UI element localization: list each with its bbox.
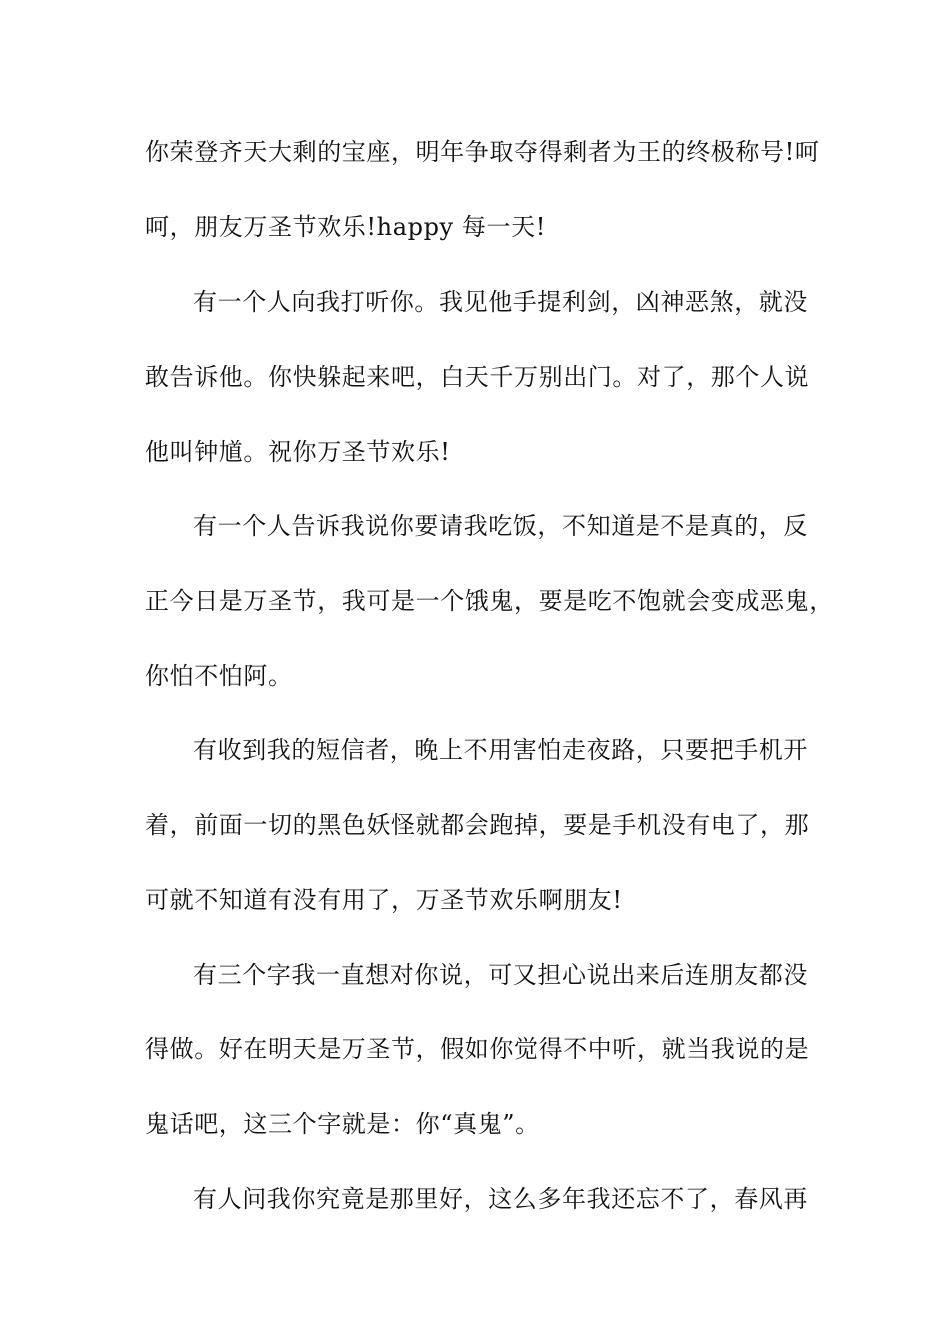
paragraph-start-line: 有一个人向我打听你。我见他手提利剑，凶神恶煞，就没 (193, 288, 808, 316)
paragraph-start-line: 有三个字我一直想对你说，可又担心说出来后连朋友都没 (193, 961, 808, 989)
paragraph-start-line: 有收到我的短信者，晚上不用害怕走夜路，只要把手机开 (193, 736, 808, 764)
text-line: 他叫钟馗。祝你万圣节欢乐! (145, 438, 451, 466)
text-line: 着，前面一切的黑色妖怪就都会跑掉，要是手机没有电了，那 (145, 811, 810, 839)
text-line: 可就不知道有没有用了，万圣节欢乐啊朋友! (145, 886, 623, 914)
text-line: 你怕不怕阿。 (145, 662, 293, 690)
paragraph-start-line: 有一个人告诉我说你要请我吃饭，不知道是不是真的，反 (193, 512, 808, 540)
text-line: 得做。好在明天是万圣节，假如你觉得不中听，就当我说的是 (145, 1035, 810, 1063)
text-line: 你荣登齐天大剩的宝座，明年争取夺得剩者为王的终极称号!呵 (145, 138, 820, 166)
text-line: 敢告诉他。你快躲起来吧，白天千万别出门。对了，那个人说 (145, 363, 810, 391)
text-line: 呵，朋友万圣节欢乐!happy 每一天! (145, 213, 546, 241)
text-line: 鬼话吧，这三个字就是：你“真鬼”。 (145, 1110, 540, 1138)
text-line: 正今日是万圣节，我可是一个饿鬼，要是吃不饱就会变成恶鬼， (145, 587, 834, 615)
paragraph-start-line: 有人问我你究竟是那里好，这么多年我还忘不了，春风再 (193, 1185, 808, 1213)
